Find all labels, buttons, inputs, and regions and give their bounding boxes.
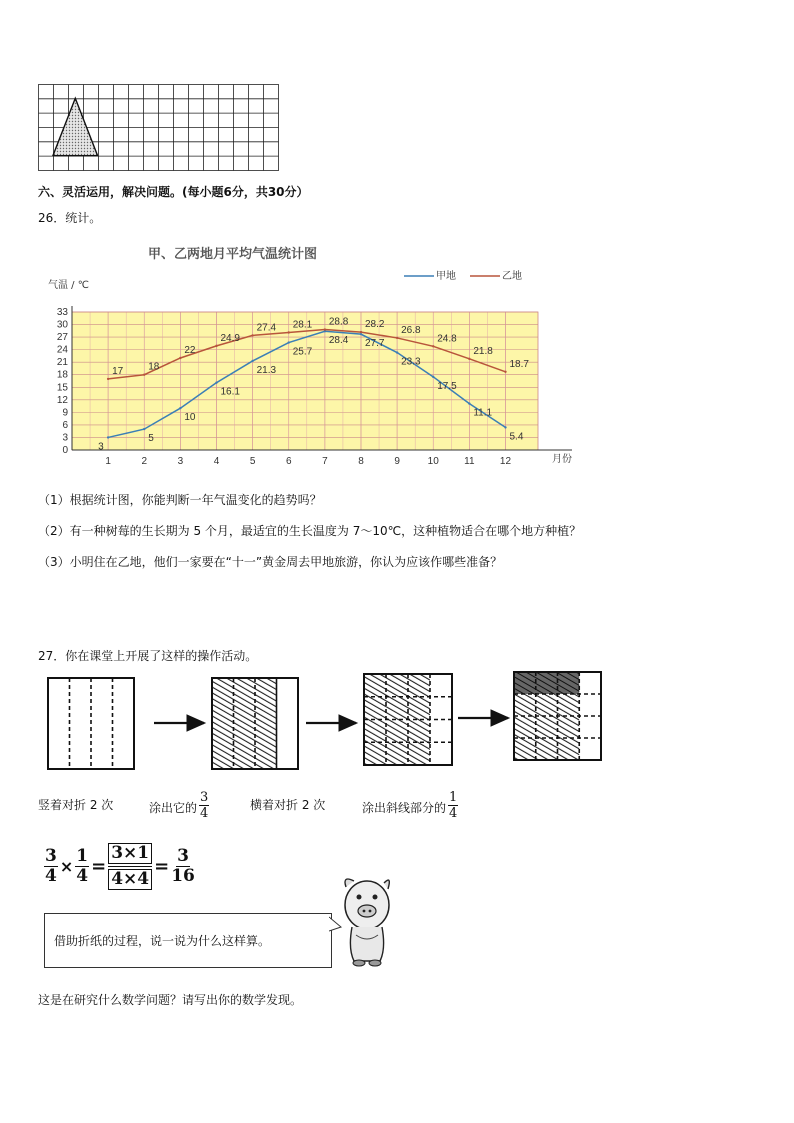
q26-question-1: （1）根据统计图，你能判断一年气温变化的趋势吗？ bbox=[38, 493, 322, 507]
fraction-numerator: 1 bbox=[449, 790, 458, 805]
box-num: 3×1 bbox=[108, 843, 152, 864]
square-three-sixteenths-shaded bbox=[514, 672, 601, 760]
speech-bubble-text: 借助折纸的过程，说一说为什么这样算。 bbox=[54, 934, 271, 948]
paper-folding-diagram bbox=[38, 668, 608, 772]
data-label: 27.4 bbox=[256, 322, 277, 334]
y-tick-label: 27 bbox=[56, 332, 68, 344]
grid-triangle-figure bbox=[38, 84, 280, 172]
x-tick-label: 11 bbox=[464, 456, 475, 467]
fraction-denominator: 4 bbox=[200, 806, 209, 821]
y-tick-label: 30 bbox=[56, 319, 68, 331]
y-tick-label: 3 bbox=[62, 432, 68, 444]
data-point bbox=[432, 376, 434, 378]
eq-r-den: 16 bbox=[171, 866, 195, 886]
data-point bbox=[107, 378, 109, 380]
legend-label-2: 乙地 bbox=[502, 271, 522, 282]
x-tick-label: 12 bbox=[499, 456, 512, 467]
data-label: 24.8 bbox=[437, 333, 457, 345]
caption-step1: 竖着对折 2 次 bbox=[38, 798, 114, 812]
data-point bbox=[396, 337, 398, 339]
data-point bbox=[432, 345, 434, 347]
data-label: 5 bbox=[148, 433, 154, 445]
y-axis-label: 气温 / ℃ bbox=[48, 280, 89, 291]
x-tick-label: 5 bbox=[249, 456, 256, 467]
data-label: 26.8 bbox=[401, 324, 421, 336]
equals-sign: = bbox=[91, 856, 107, 877]
x-tick-label: 2 bbox=[141, 456, 148, 467]
data-point bbox=[251, 360, 253, 362]
q27-final-question: 这是在研究什么数学问题？请写出你的数学发现。 bbox=[38, 993, 303, 1007]
square-folded-vertically bbox=[48, 678, 134, 769]
data-label: 24.9 bbox=[220, 332, 240, 344]
data-label: 21.8 bbox=[473, 345, 493, 357]
times-sign: × bbox=[59, 857, 74, 876]
data-point bbox=[324, 328, 326, 330]
data-label: 5.4 bbox=[509, 431, 524, 443]
section-heading: 六、灵活运用，解决问题。(每小题6分，共30分） bbox=[38, 185, 309, 199]
data-label: 21.3 bbox=[256, 364, 277, 376]
fraction-numerator: 3 bbox=[200, 790, 209, 805]
data-point bbox=[504, 371, 506, 373]
data-point bbox=[215, 381, 217, 383]
y-tick-label: 21 bbox=[56, 357, 68, 369]
x-axis-label: 月份 bbox=[552, 454, 572, 465]
data-label: 22 bbox=[184, 345, 196, 356]
box-den: 4×4 bbox=[108, 869, 152, 890]
data-label: 11.1 bbox=[473, 407, 493, 419]
y-tick-label: 0 bbox=[62, 445, 68, 456]
data-point bbox=[468, 402, 470, 404]
y-tick-label: 6 bbox=[62, 419, 68, 431]
data-label: 28.1 bbox=[292, 319, 313, 331]
y-tick-label: 18 bbox=[56, 369, 68, 381]
data-label: 17 bbox=[112, 365, 124, 377]
fraction-one-quarter bbox=[448, 790, 458, 821]
fraction-denominator: 4 bbox=[449, 806, 458, 821]
temperature-line-chart bbox=[38, 238, 598, 470]
y-tick-label: 33 bbox=[56, 307, 68, 318]
data-label: 28.4 bbox=[328, 335, 349, 347]
data-label: 3 bbox=[98, 441, 104, 453]
pig-mascot-icon bbox=[340, 873, 394, 969]
x-tick-label: 8 bbox=[358, 456, 364, 467]
data-label: 16.1 bbox=[220, 386, 240, 398]
square-three-quarters-shaded bbox=[212, 678, 298, 769]
x-tick-label: 3 bbox=[177, 456, 184, 467]
q26-question-2: （2）有一种树莓的生长期为 5 个月，最适宜的生长温度为 7～10℃，这种植物适合在哪个地方种植？ bbox=[38, 524, 582, 538]
data-point bbox=[396, 351, 398, 353]
data-point bbox=[468, 358, 470, 360]
shaded-triangle bbox=[53, 98, 98, 155]
data-point bbox=[288, 331, 290, 333]
caption-step2-text: 涂出它的 bbox=[149, 801, 198, 815]
data-point bbox=[143, 428, 145, 430]
data-label: 28.8 bbox=[328, 316, 349, 328]
caption-step3: 横着对折 2 次 bbox=[250, 798, 326, 812]
data-point bbox=[360, 331, 362, 333]
eq-b-num: 1 bbox=[76, 846, 89, 866]
data-label: 10 bbox=[184, 412, 196, 424]
data-label: 28.2 bbox=[364, 319, 385, 331]
y-tick-label: 9 bbox=[62, 407, 68, 419]
data-point bbox=[288, 341, 290, 343]
chart-title: 甲、乙两地月平均气温统计图 bbox=[148, 247, 318, 262]
data-point bbox=[143, 374, 145, 376]
square-folded-horizontally bbox=[364, 674, 452, 765]
data-label: 18.7 bbox=[509, 358, 529, 370]
caption-step4-text: 涂出斜线部分的 bbox=[362, 801, 447, 815]
data-point bbox=[179, 407, 181, 409]
data-point bbox=[251, 334, 253, 336]
data-point bbox=[107, 436, 109, 438]
data-label: 27.7 bbox=[364, 338, 385, 350]
data-label: 25.7 bbox=[292, 346, 313, 358]
x-tick-label: 4 bbox=[213, 456, 220, 467]
data-label: 18 bbox=[148, 361, 160, 373]
fraction-three-quarters bbox=[199, 790, 209, 821]
x-tick-label: 1 bbox=[105, 456, 111, 467]
boxed-fraction bbox=[108, 843, 152, 890]
x-tick-label: 9 bbox=[394, 456, 400, 467]
y-tick-label: 24 bbox=[56, 344, 68, 356]
data-point bbox=[504, 426, 506, 428]
data-label: 17.5 bbox=[437, 380, 457, 392]
eq-r-num: 3 bbox=[177, 846, 189, 866]
x-tick-label: 10 bbox=[427, 456, 439, 467]
eq-a-num: 3 bbox=[45, 846, 57, 866]
data-label: 23.3 bbox=[401, 356, 421, 368]
legend-label-1: 甲地 bbox=[436, 271, 456, 282]
x-tick-label: 7 bbox=[322, 456, 328, 467]
q26-question-3: （3）小明住在乙地，他们一家要在“十一”黄金周去甲地旅游，你认为应该作哪些准备？ bbox=[38, 555, 503, 569]
data-point bbox=[179, 357, 181, 359]
caption-step4 bbox=[362, 790, 458, 821]
q27-label: 27．你在课堂上开展了这样的操作活动。 bbox=[38, 649, 258, 663]
y-tick-label: 15 bbox=[56, 382, 68, 394]
data-point bbox=[215, 345, 217, 347]
q26-label: 26．统计。 bbox=[38, 211, 102, 225]
eq-b-den: 4 bbox=[76, 866, 89, 886]
speech-bubble bbox=[44, 913, 332, 968]
y-tick-label: 12 bbox=[56, 394, 68, 406]
caption-step2 bbox=[149, 790, 209, 821]
eq-a-den: 4 bbox=[45, 866, 57, 886]
multiplication-equation bbox=[44, 843, 195, 890]
data-point bbox=[360, 333, 362, 335]
equals-sign-2: = bbox=[154, 856, 170, 877]
x-tick-label: 6 bbox=[285, 456, 292, 467]
